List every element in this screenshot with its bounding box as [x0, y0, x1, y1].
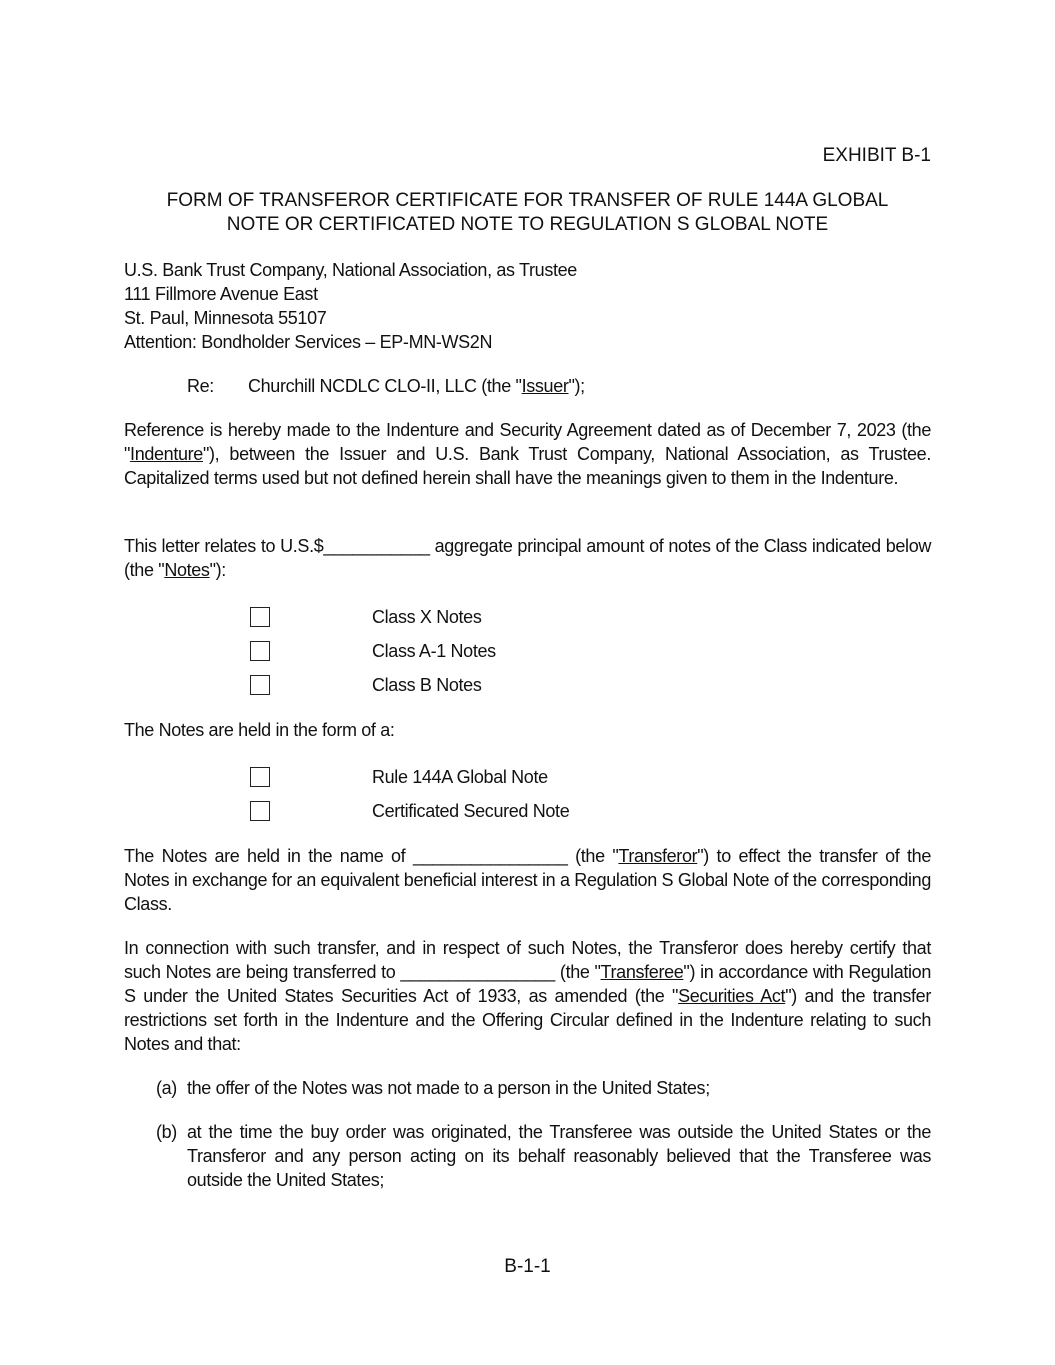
- class-b-checkbox[interactable]: [250, 675, 270, 695]
- item-label: (b): [156, 1122, 177, 1142]
- defined-term: Transferor: [618, 846, 698, 866]
- document-title-line-2: NOTE OR CERTIFICATED NOTE TO REGULATION S GLOBAL NOTE: [226, 214, 829, 235]
- page-number: B-1-1: [504, 1256, 551, 1277]
- re-label: Re:: [187, 376, 214, 396]
- re-text: Churchill NCDLC CLO-II, LLC (the ": [248, 376, 522, 396]
- class-x-label: Class X Notes: [372, 607, 482, 627]
- text: "), between the Issuer and U.S. Bank Trust Company, National Association, as Trustee. Capitalized terms used but not defined herein shall have the meanings given to them in the Indenture.: [124, 444, 931, 488]
- defined-term: Notes: [164, 560, 210, 580]
- transferor-paragraph: [124, 844, 931, 916]
- re-text: ");: [568, 376, 585, 396]
- text: In connection with such transfer, and in respect of such Notes, the Transferor does hereby certify that such Notes are being transferred to ________________ (the ": [124, 938, 931, 982]
- rule-144a-label: Rule 144A Global Note: [372, 767, 548, 787]
- defined-term: Securities Act: [678, 986, 786, 1006]
- certificated-note-checkbox[interactable]: [250, 801, 270, 821]
- class-x-checkbox[interactable]: [250, 607, 270, 627]
- text: The Notes are held in the name of ________________ (the ": [124, 846, 619, 866]
- item-text: at the time the buy order was originated, the Transferee was outside the United States or the Transferor and any person acting on its behalf reasonably believed that the Transferee was outside the United States;: [187, 1122, 931, 1190]
- reference-paragraph: [124, 418, 931, 490]
- text: "):: [209, 560, 226, 580]
- certification-paragraph: [124, 936, 931, 1056]
- text: ") to effect the transfer of the Notes in exchange for an equivalent beneficial interest in a Regulation S Global Note of the corresponding Class.: [124, 846, 932, 914]
- exhibit-label: EXHIBIT B-1: [822, 145, 931, 166]
- rule-144a-checkbox[interactable]: [250, 767, 270, 787]
- re-line: [248, 374, 585, 398]
- defined-term: Indenture: [130, 444, 203, 464]
- address-line: 111 Fillmore Avenue East: [124, 284, 318, 304]
- text: ") and the transfer restrictions set forth in the Indenture and the Offering Circular defined in the Indenture relating to such Notes and that:: [124, 986, 931, 1054]
- certificated-note-label: Certificated Secured Note: [372, 801, 570, 821]
- document-title-line-1: FORM OF TRANSFEROR CERTIFICATE FOR TRANSFER OF RULE 144A GLOBAL: [166, 190, 889, 211]
- defined-term: Issuer: [521, 376, 569, 396]
- text: Reference is hereby made to the Indenture and Security Agreement dated as of December 7, 2023 (the ": [124, 420, 931, 464]
- item-label: (a): [156, 1078, 177, 1098]
- item-text: the offer of the Notes was not made to a person in the United States;: [187, 1078, 710, 1098]
- address-line: U.S. Bank Trust Company, National Association, as Trustee: [124, 260, 577, 280]
- form-intro: The Notes are held in the form of a:: [124, 720, 395, 740]
- class-a1-checkbox[interactable]: [250, 641, 270, 661]
- letter-relates-paragraph: [124, 534, 931, 582]
- class-b-label: Class B Notes: [372, 675, 482, 695]
- text: ") in accordance with Regulation S under the United States Securities Act of 1933, as amended (the ": [124, 962, 931, 1006]
- defined-term: Transferee: [600, 962, 684, 982]
- class-a1-label: Class A-1 Notes: [372, 641, 496, 661]
- address-line: St. Paul, Minnesota 55107: [124, 308, 327, 328]
- address-line: Attention: Bondholder Services – EP-MN-WS2N: [124, 332, 493, 352]
- text: This letter relates to U.S.$___________ aggregate principal amount of notes of the Class indicated below (the ": [124, 536, 931, 580]
